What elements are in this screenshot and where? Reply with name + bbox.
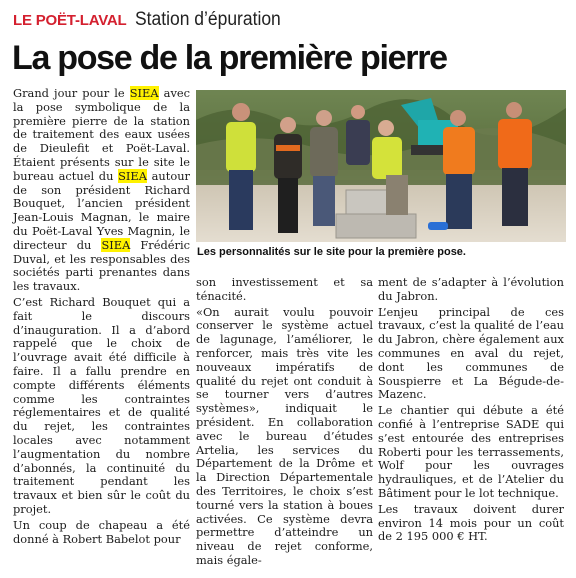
site-photo-illustration: [196, 90, 566, 242]
article-column-2: [196, 276, 373, 570]
article-column-1: [13, 87, 190, 548]
paragraph-quote: «On aurait voulu pouvoir conserver le système actuel de lagunage, l’améliorer, le renforcer, mais très vite les nouveaux impératifs de qualité du rejet ont conduit à se tourner vers d’autres systèmes», indiquait le président. En collaboration avec le bureau d’études Artelia, les services du Département de la Drôme et la Direction Départementale des Territoires, le choix s’est tourné vers la station à boues activées. Ce système devra permettre d’atteindre un niveau de rejet conforme, mais égale-: [196, 304, 373, 567]
paragraph-jabron: ment de s’adapter à l’évolution du Jabron.: [378, 275, 564, 303]
kicker-place: LE POËT-LAVAL: [13, 12, 127, 29]
paragraph-tenacite: son investissement et sa ténacité.: [196, 275, 373, 303]
highlight-siea: SIEA: [118, 168, 147, 183]
paragraph-chantier: Le chantier qui débute a été confié à l’entreprise SADE qui s’est entourée des entreprises Roberti pour les terrassements, Wolf pour les ouvrages hydrauliques, et de l’Atelier du Bâtiment pour le lot technique.: [378, 403, 564, 500]
article-headline: La pose de la première pierre: [12, 39, 447, 77]
highlight-siea: SIEA: [101, 237, 131, 252]
paragraph-chapeau: Un coup de chapeau a été donné à Robert Babelot pour: [13, 517, 190, 546]
kicker-section: Station d’épuration: [134, 9, 281, 30]
paragraph-intro: Grand jour pour le SIEA avec la pose symbolique de la première pierre de la station de traitement des eaux usées de Dieulefit et Poët-Laval. Étaient présents sur le site le bureau actuel du SIEA autour de son président Richard Bouquet, l’ancien président Jean-Louis Magnan, le maire du Poët-Laval Yves Magnin, le directeur du SIEA Frédéric Duval, et les responsables des sociétés parti prenantes dans les travaux.: [13, 86, 190, 294]
paragraph-discours: C’est Richard Bouquet qui a fait le discours d’inauguration. Il a d’abord rappelé que le choix de l’ouvrage avait été difficile à faire. Il a fallu prendre en compte différents éléments comme les contraintes réglementaires et de qualité du rejet, les contraintes locales avec notamment l’augmentation du nombre d’abonnés, la continuité du traitement pendant les travaux et bien sûr le coût du projet.: [13, 294, 190, 516]
article-column-3: [378, 276, 564, 546]
paragraph-cout: Les travaux doivent durer environ 14 mois pour un coût de 2 195 000 € HT.: [378, 501, 564, 544]
highlight-siea: SIEA: [129, 86, 159, 100]
photo-caption: Les personnalités sur le site pour la première pose.: [197, 246, 466, 258]
paragraph-enjeu: L’enjeu principal de ces travaux, c’est la qualité de l’eau du Jabron, chère également aux communes en aval du rejet, dont les communes de Souspierre et La Bégude-de-Mazenc.: [378, 304, 564, 402]
article-kicker: [13, 9, 293, 31]
article-photo: [196, 90, 566, 242]
